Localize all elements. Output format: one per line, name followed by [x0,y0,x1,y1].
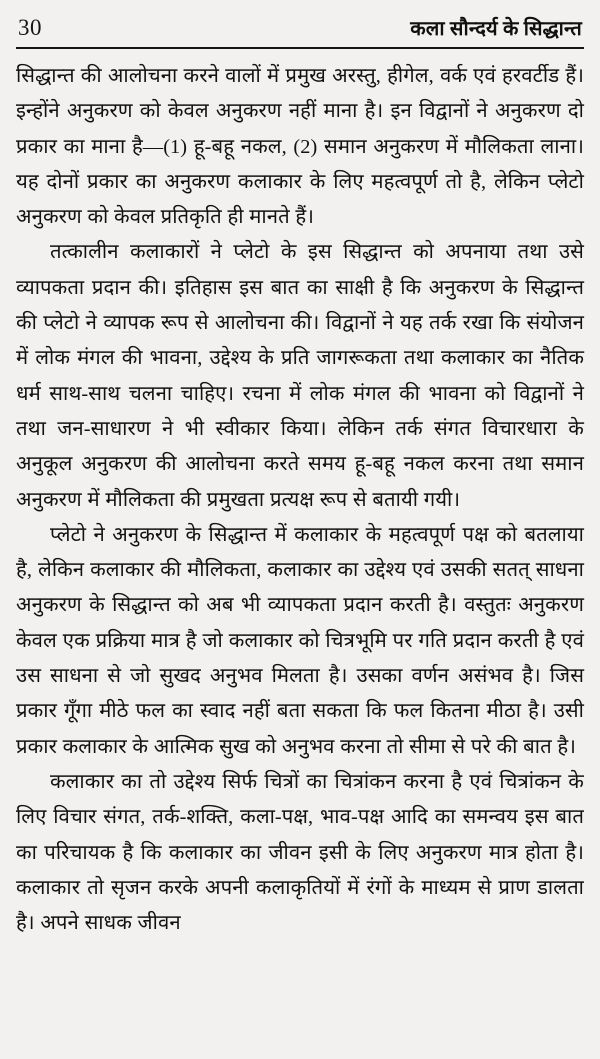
paragraph: प्लेटो ने अनुकरण के सिद्धान्त में कलाकार के महत्वपूर्ण पक्ष को बतलाया है, लेकिन कलाकार की मौलिकता, कलाकार का उद्देश्य एवं उसकी सतत् साधना अनुकरण के सिद्धान्त को अब भी व्यापकता प्रदान करती है। वस्तुतः अनुकरण केवल एक प्रक्रिया मात्र है जो कलाकार को चित्रभूमि पर गति प्रदान करती है एवं उस साधना से जो सुखद अनुभव मिलता है। उसका वर्णन असंभव है। जिस प्रकार गूँगा मीठे फल का स्वाद नहीं बता सकता कि फल कितना मीठा है। उसी प्रकार कलाकार के आत्मिक सुख को अनुभव करना तो सीमा से परे की बात है। [16,523,584,758]
page-number: 30 [18,15,42,40]
paragraph: कलाकार का तो उद्देश्य सिर्फ चित्रों का चित्रांकन करना है एवं चित्रांकन के लिए विचार संगत, तर्क-शक्ति, कला-पक्ष, भाव-पक्ष आदि का समन्वय इस बात का परिचायक है कि कलाकार का जीवन इसी के लिए अनुकरण मात्र होता है। कलाकार तो सृजन करके अपनी कलाकृतियों में रंगों के माध्यम से प्राण डालता है। अपने साधक जीवन [16,770,584,935]
paragraph: तत्कालीन कलाकारों ने प्लेटो के इस सिद्धान्त को अपनाया तथा उसे व्यापकता प्रदान की। इतिहास इस बात का साक्षी है कि अनुकरण के सिद्धान्त की प्लेटो ने व्यापक रूप से आलोचना की। विद्वानों ने यह तर्क रखा कि संयोजन में लोक मंगल की भावना, उद्देश्य के प्रति जागरूकता तथा कलाकार का नैतिक धर्म साथ-साथ चलना चाहिए। रचना में लोक मंगल की भावना को विद्वानों ने तथा जन-साधारण ने भी स्वीकार किया। लेकिन तर्क संगत विचारधारा के अनुकूल अनुकरण की आलोचना करते समय हू-बहू नकल करना तथा समान अनुकरण में मौलिकता की प्रमुखता प्रत्यक्ष रूप से बतायी गयी। [16,241,584,511]
header-divider [16,47,584,49]
book-title: कला सौन्दर्य के सिद्धान्त [410,18,582,40]
body-text [16,59,584,941]
page-header [18,14,582,41]
paragraph: सिद्धान्त की आलोचना करने वालों में प्रमुख अरस्तु, हीगेल, वर्क एवं हरवर्टीड हैं। इन्होंने अनुकरण को केवल अनुकरण नहीं माना है। इन विद्वानों ने अनुकरण दो प्रकार का माना है—(1) हू-बहू नकल, (2) समान अनुकरण में मौलिकता लाना। यह दोनों प्रकार का अनुकरण कलाकार के लिए महत्वपूर्ण तो है, लेकिन प्लेटो अनुकरण को केवल प्रतिकृति ही मानते हैं। [16,65,584,229]
